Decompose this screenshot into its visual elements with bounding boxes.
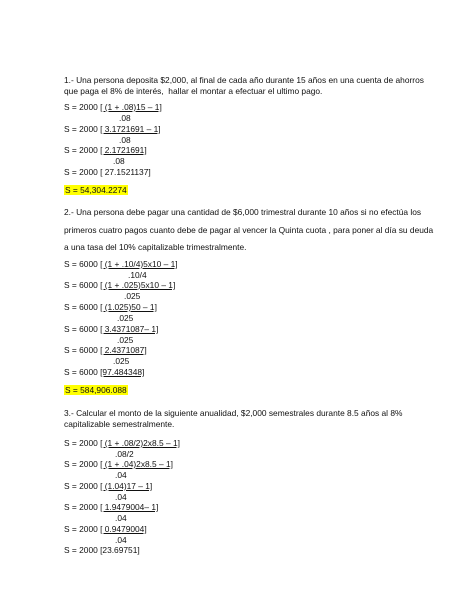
step-prefix: S = 2000 — [64, 502, 101, 512]
step-numerator: [ (1.025)50 – 1] — [100, 302, 157, 312]
problem3-step-4 — [64, 502, 158, 512]
problem2-statement-line1: 2.- Una persona debe pagar una cantidad de $6,000 trimestral durante 10 años si no efectúa los — [64, 207, 422, 217]
step-prefix: S = 6000 — [64, 345, 101, 355]
step-numerator: [ (1 + .08)15 – 1] — [100, 102, 162, 112]
step-prefix: S = 6000 — [64, 259, 101, 269]
step-numerator: [ 2.1721691] — [100, 145, 147, 155]
problem1-step-2 — [64, 124, 161, 134]
step-prefix: S = 2000 — [64, 438, 101, 448]
problem3-step-1 — [64, 438, 180, 448]
problem1-step-3-denominator: .08 — [113, 156, 125, 166]
problem2-result — [64, 385, 128, 395]
problem2-step-4-denominator: .025 — [117, 335, 134, 345]
step-prefix: S = 2000 — [64, 124, 101, 134]
result-highlight: S = 54,304.2274 — [65, 185, 127, 195]
step-prefix: S = 6000 — [64, 324, 101, 334]
problem3-statement-line2: capitalizable semestralmente. — [64, 419, 175, 429]
result-highlight: S = 584,906.088 — [65, 385, 127, 395]
step-prefix: S = 2000 — [64, 481, 101, 491]
step-prefix: S = 6000 — [64, 280, 101, 290]
step-prefix: S = 2000 — [64, 459, 101, 469]
problem3-step-4-denominator: .04 — [115, 513, 127, 523]
problem3-step-2 — [64, 459, 173, 469]
step-prefix: S = 2000 — [64, 145, 101, 155]
problem3-step-3-denominator: .04 — [115, 492, 127, 502]
step-numerator: [ (1 + .025)5x10 – 1] — [100, 280, 176, 290]
problem2-step-2-denominator: .025 — [124, 291, 141, 301]
problem1-step-1 — [64, 102, 162, 112]
problem2-step-3 — [64, 302, 157, 312]
step-numerator: [ (1 + .08/2)2x8.5 – 1] — [100, 438, 180, 448]
problem2-step-2 — [64, 280, 175, 290]
step-prefix: S = 2000 — [64, 524, 101, 534]
step-prefix: S = 6000 — [64, 367, 101, 377]
problem1-final-line: S = 2000 [ 27.1521137] — [64, 167, 151, 177]
step-prefix: S = 6000 — [64, 302, 101, 312]
step-numerator: [ (1.04)17 – 1] — [100, 481, 153, 491]
problem2-step-5 — [64, 345, 147, 355]
problem3-statement-line1: 3.- Calcular el monto de la siguiente anualidad, $2,000 semestrales durante 8.5 años al 8% — [64, 408, 403, 418]
problem3-step-1-denominator: .08/2 — [115, 449, 134, 459]
step-numerator: [ 3.1721691 – 1] — [100, 124, 161, 134]
problem2-step-5-denominator: .025 — [113, 356, 130, 366]
step-numerator: [ (1 + .04)2x8.5 – 1] — [100, 459, 173, 469]
problem2-step-1 — [64, 259, 178, 269]
problem1-step-1-denominator: .08 — [119, 113, 131, 123]
problem2-final-line — [64, 367, 144, 377]
step-numerator: [ (1 + .10/4)5x10 – 1] — [100, 259, 178, 269]
final-value: [97.484348] — [100, 367, 145, 377]
step-numerator: [ 1.9479004– 1] — [100, 502, 159, 512]
problem1-step-3 — [64, 145, 147, 155]
problem3-final-line: S = 2000 [23.69751] — [64, 545, 140, 555]
problem1-step-2-denominator: .08 — [119, 135, 131, 145]
problem2-step-3-denominator: .025 — [117, 313, 134, 323]
problem1-statement-line1: 1.- Una persona deposita $2,000, al final de cada año durante 15 años en una cuenta de ahorros — [64, 75, 424, 85]
step-numerator: [ 2.4371087] — [100, 345, 147, 355]
problem3-step-3 — [64, 481, 152, 491]
problem2-step-1-denominator: .10/4 — [128, 270, 147, 280]
problem3-step-2-denominator: .04 — [115, 470, 127, 480]
problem1-result — [64, 185, 128, 195]
problem1-statement-line2: que paga el 8% de interés, hallar el montar a efectuar el ultimo pago. — [64, 86, 323, 96]
problem3-step-5-denominator: .04 — [115, 535, 127, 545]
step-prefix: S = 2000 — [64, 102, 101, 112]
problem2-statement-line2: primeros cuatro pagos cuanto debe de pagar al vencer la Quinta cuota , para poner al día su deuda — [64, 225, 434, 235]
step-numerator: [ 0.9479004] — [100, 524, 147, 534]
problem2-statement-line3: a una tasa del 10% capitalizable trimestralmente. — [64, 242, 247, 252]
problem2-step-4 — [64, 324, 158, 334]
step-numerator: [ 3.4371087– 1] — [100, 324, 159, 334]
problem3-step-5 — [64, 524, 147, 534]
